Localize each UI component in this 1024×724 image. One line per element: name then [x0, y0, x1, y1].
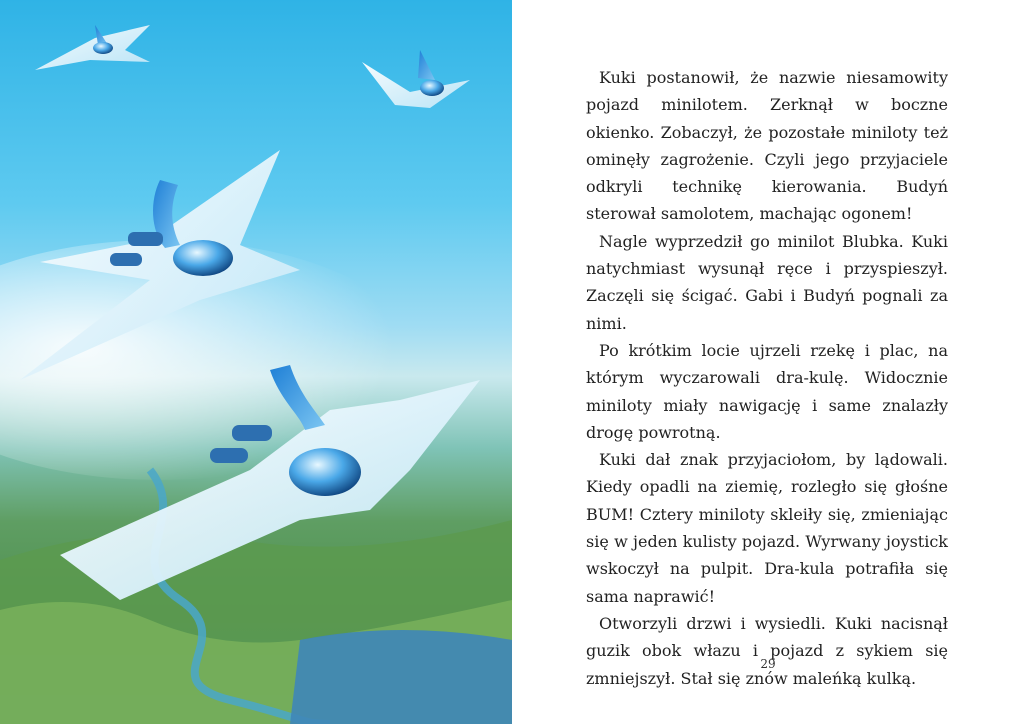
page-number: 29	[760, 657, 776, 671]
paragraph-4: Kuki dał znak przyjaciołom, by lądowali. Kiedy opadli na ziemię, rozległo się głośne BUM! Cztery miniloty skleiły się, zmieniając się w jeden kulisty pojazd. Wyrwany joystick wskoczył na pulpit. Dra-kula potrafiła się sama naprawić!	[586, 450, 948, 606]
paragraph-5: Otworzyli drzwi i wysiedli. Kuki nacisnął guzik obok włazu i pojazd z sykiem się zmniejszył. Stał się znów maleńką kulką.	[586, 613, 948, 688]
plane-small-1	[35, 25, 150, 70]
paragraph-1: Kuki postanowił, że nazwie niesamowity pojazd minilotem. Zerknął w boczne okienko. Zobaczył, że pozostałe miniloty też ominęły zagrożenie. Czyli jego przyjaciele odkryli technikę kierowania. Budyń sterował samolotem, machając ogonem!	[586, 68, 948, 224]
paragraph-3: Po krótkim locie ujrzeli rzekę i plac, na którym wyczarowali dra-kulę. Widocznie miniloty miały nawigację i same znalazły drogę powrotną.	[586, 340, 948, 442]
text-page	[512, 0, 1024, 724]
paragraph-2: Nagle wyprzedził go minilot Blubka. Kuki natychmiast wysunął ręce i przyspieszył. Zaczęli się ścigać. Gabi i Budyń pognali za nimi.	[586, 231, 948, 333]
body-text	[586, 64, 948, 692]
plane-small-2	[362, 50, 470, 108]
lake	[290, 630, 512, 724]
